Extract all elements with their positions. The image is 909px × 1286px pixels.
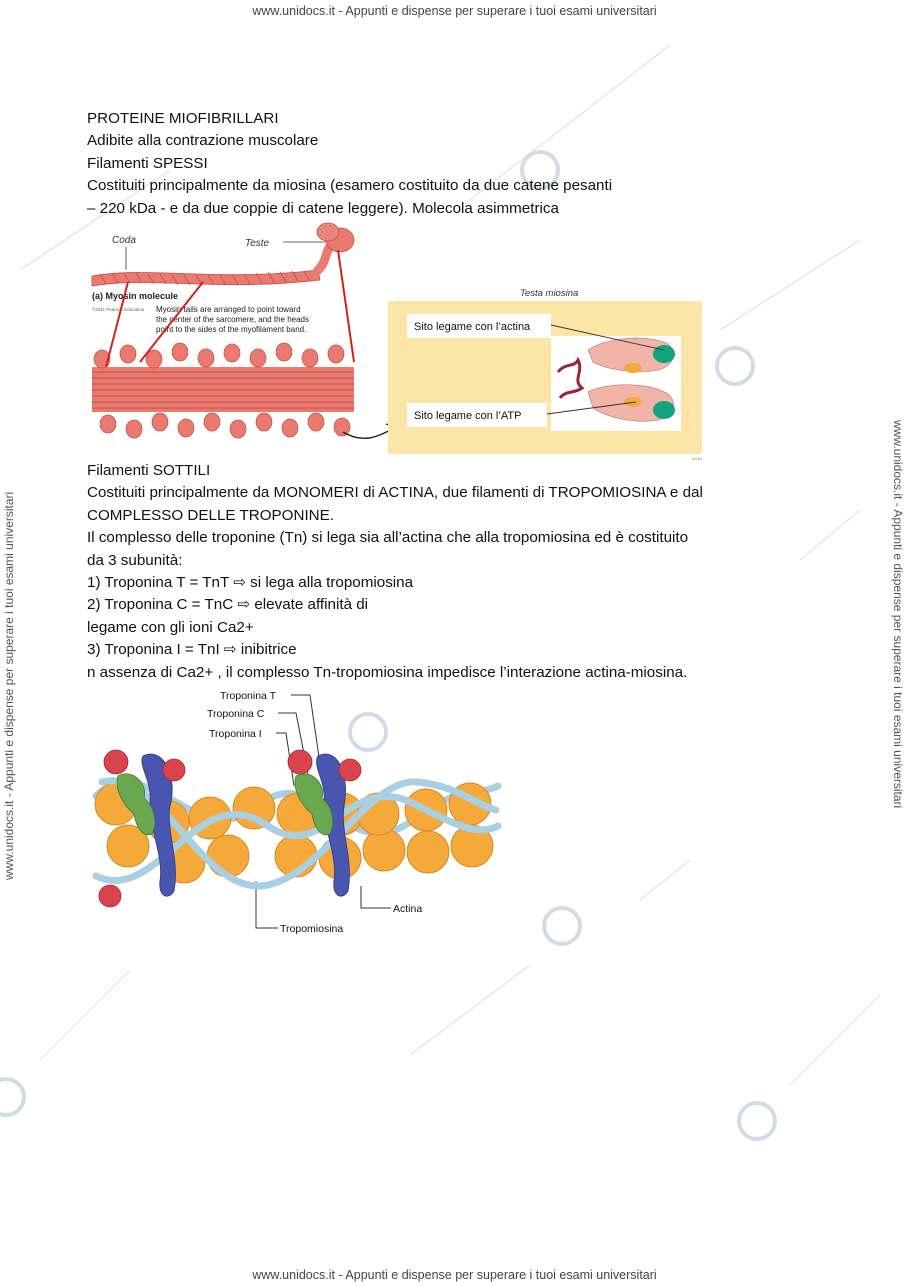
text-line: legame con gli ioni Ca2+ [87, 618, 254, 636]
text-line: Costituiti principalmente da MONOMERI di ACTINA, due filamenti di TROPOMIOSINA e dal [87, 484, 703, 502]
text-line: – 220 kDa - e da due coppie di catene leggere). Molecola asimmetrica [87, 199, 559, 217]
text-line: 1) Troponina T = TnT ⇨ si lega alla tropomiosina [87, 574, 414, 592]
text-line: da 3 subunità: [87, 551, 183, 569]
watermark-right: www.unidocs.it - Appunti e dispense per superare i tuoi esami universitari [891, 420, 905, 809]
text-line: 3) Troponina I = TnI ⇨ inibitrice [87, 641, 297, 659]
label-troponina-t: Troponina T [220, 690, 277, 702]
label-sito-actina: Sito legame con l’actina [414, 321, 531, 333]
watermark-left: www.unidocs.it - Appunti e dispense per superare i tuoi esami universitari [2, 491, 16, 880]
text-line: Filamenti SOTTILI [87, 462, 211, 479]
text-line: Il complesso delle troponine (Tn) si lega sia all’actina che alla tropomiosina ed è costituito [87, 529, 689, 547]
label-testa-miosina: Testa miosina [520, 288, 579, 299]
label-troponina-i: Troponina I [209, 728, 262, 740]
label-tropomiosina: Tropomiosina [280, 923, 344, 935]
label-coda: Coda [112, 235, 136, 246]
myosin-figure [88, 222, 708, 462]
text-line: 2) Troponina C = TnC ⇨ elevate affinità di [87, 596, 369, 614]
text-line: Adibite alla contrazione muscolare [87, 132, 319, 150]
label-sito-atp: Sito legame con l’ATP [414, 410, 522, 422]
corner-tag: A3.8J [692, 456, 703, 461]
section-spessi [87, 108, 807, 220]
myosin-caption-3: point to the sides of the myofilament band. [156, 325, 307, 334]
copyright-text: ©2011 Pearson Education [92, 307, 145, 312]
text-line: PROTEINE MIOFIBRILLARI [87, 110, 279, 127]
watermark-top: www.unidocs.it - Appunti e dispense per superare i tuoi esami universitari [252, 4, 657, 18]
text-line: Filamenti SPESSI [87, 154, 208, 172]
watermark-bottom: www.unidocs.it - Appunti e dispense per superare i tuoi esami universitari [252, 1268, 657, 1282]
text-line: n assenza di Ca2+ , il complesso Tn-tropomiosina impedisce l’interazione actina-miosina. [87, 663, 688, 681]
thin-filament-figure [88, 686, 508, 942]
myosin-caption-1: Myosin tails are arranged to point toward [156, 305, 301, 314]
thick-filament [92, 343, 354, 438]
myosin-caption-2: the center of the sarcomere, and the heads [156, 315, 309, 324]
text-line: Costituiti principalmente da miosina (esamero costituito da due catene pesanti [87, 177, 613, 195]
section-sottili [87, 460, 807, 684]
label-troponina-c: Troponina C [207, 708, 265, 720]
text-line: COMPLESSO DELLE TROPONINE. [87, 506, 335, 524]
myosin-title: (a) Myosin molecule [92, 291, 179, 301]
label-teste: Teste [245, 238, 270, 249]
label-actina: Actina [393, 903, 423, 915]
